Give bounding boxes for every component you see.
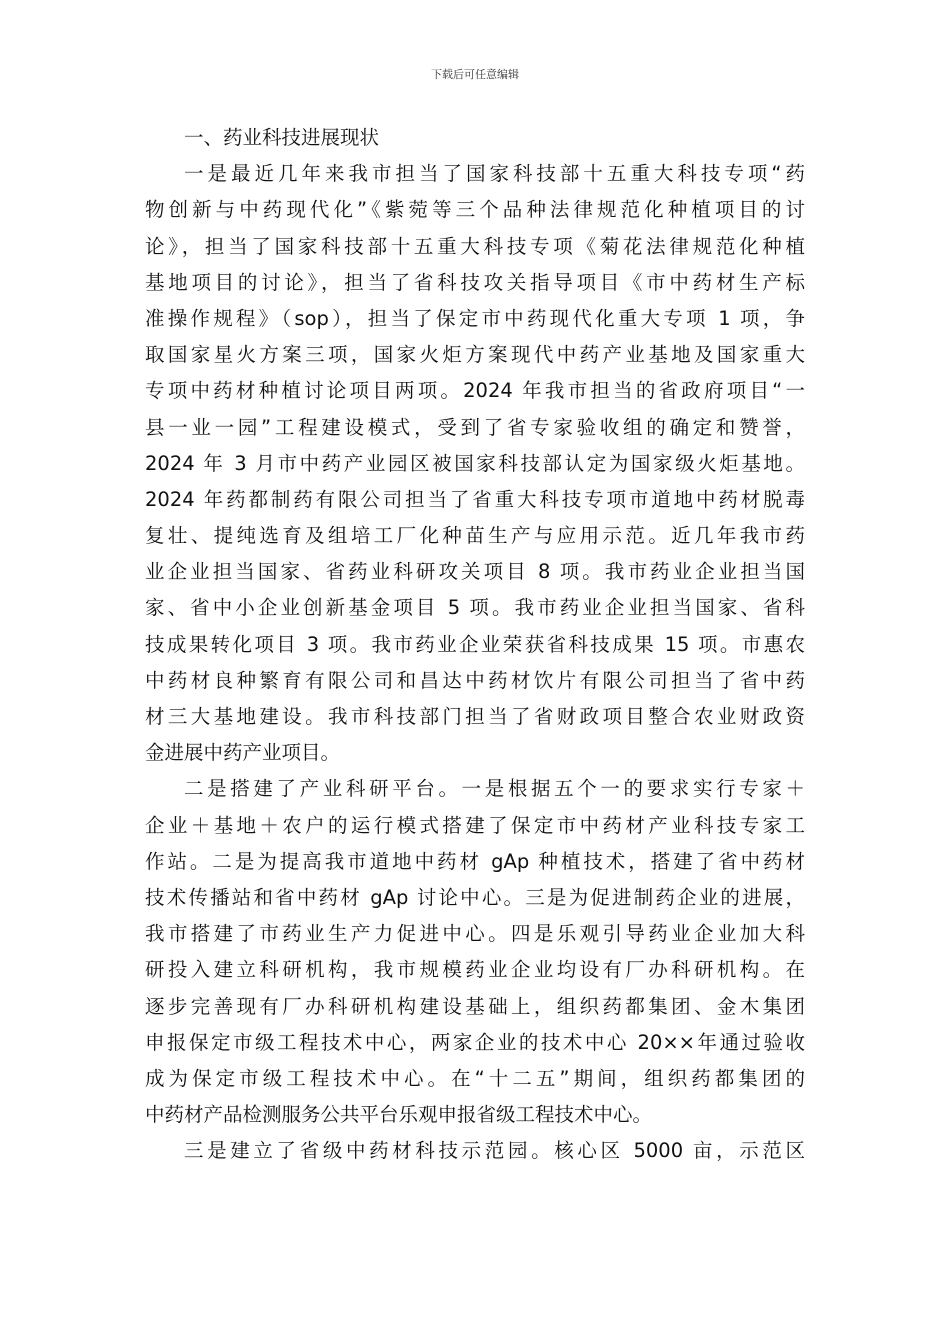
text-line: 2024 年药都制药有限公司担当了省重大科技专项市道地中药材脱毒 <box>145 487 805 511</box>
text-line: 技术传播站和省中药材 gAp 讨论中心。三是为促进制药企业的进展， <box>145 885 805 909</box>
text-line: 企业＋基地＋农户的运行模式搭建了保定市中药材产业科技专家工 <box>145 813 805 837</box>
text-line: 家、省中小企业创新基金项目 5 项。我市药业企业担当国家、省科 <box>145 596 805 620</box>
text-line: 取国家星火方案三项，国家火炬方案现代中药产业基地及国家重大 <box>145 343 805 367</box>
text-line: 中药材产品检测服务公共平台乐观申报省级工程技术中心。 <box>145 1103 653 1127</box>
text-line: 金进展中药产业项目。 <box>145 741 341 765</box>
text-line: 专项中药材种植讨论项目两项。2024 年我市担当的省政府项目“一 <box>145 379 805 403</box>
text-line: 逐步完善现有厂办科研机构建设基础上，组织药都集团、金木集团 <box>145 994 805 1018</box>
text-line: 材三大基地建设。我市科技部门担当了省财政项目整合农业财政资 <box>145 705 805 728</box>
text-line: 研投入建立科研机构，我市规模药业企业均设有厂办科研机构。在 <box>145 958 805 982</box>
text-line: 中药材良种繁育有限公司和昌达中药材饮片有限公司担当了省中药 <box>145 668 805 692</box>
text-line: 我市搭建了市药业生产力促进中心。四是乐观引导药业企业加大科 <box>145 922 805 946</box>
text-line: 准操作规程》（sop），担当了保定市中药现代化重大专项 1 项，争 <box>145 306 805 330</box>
text-line: 三是建立了省级中药材科技示范园。核心区 5000 亩，示范区 <box>184 1139 805 1163</box>
text-line: 二是搭建了产业科研平台。一是根据五个一的要求实行专家＋ <box>184 777 805 801</box>
text-line: 复壮、提纯选育及组培工厂化种苗生产与应用示范。近几年我市药 <box>145 524 805 548</box>
text-line: 技成果转化项目 3 项。我市药业企业荣获省科技成果 15 项。市惠农 <box>145 632 805 656</box>
text-line: 一是最近几年来我市担当了国家科技部十五重大科技专项“药 <box>184 162 805 186</box>
text-line: 2024 年 3 月市中药产业园区被国家科技部认定为国家级火炬基地。 <box>145 451 805 475</box>
text-line: 作站。二是为提高我市道地中药材 gAp 种植技术，搭建了省中药材 <box>145 849 805 873</box>
document-body <box>145 120 805 1169</box>
text-line: 业企业担当国家、省药业科研攻关项目 8 项。我市药业企业担当国 <box>145 560 805 584</box>
text-line: 县一业一园”工程建设模式，受到了省专家验收组的确定和赞誉， <box>145 415 805 439</box>
text-line: 申报保定市级工程技术中心，两家企业的技术中心 20××年通过验收 <box>145 1030 805 1054</box>
section-heading: 一、药业科技进展现状 <box>184 126 380 149</box>
text-line: 成为保定市级工程技术中心。在“十二五”期间，组织药都集团的 <box>145 1066 805 1090</box>
text-line: 基地项目的讨论》，担当了省科技攻关指导项目《市中药材生产标 <box>145 270 805 294</box>
text-line: 物创新与中药现代化”《紫菀等三个品种法律规范化种植项目的讨 <box>145 198 805 222</box>
text-line: 论》，担当了国家科技部十五重大科技专项《菊花法律规范化种植 <box>145 234 805 258</box>
page-header: 下载后可任意编辑 <box>431 68 519 81</box>
